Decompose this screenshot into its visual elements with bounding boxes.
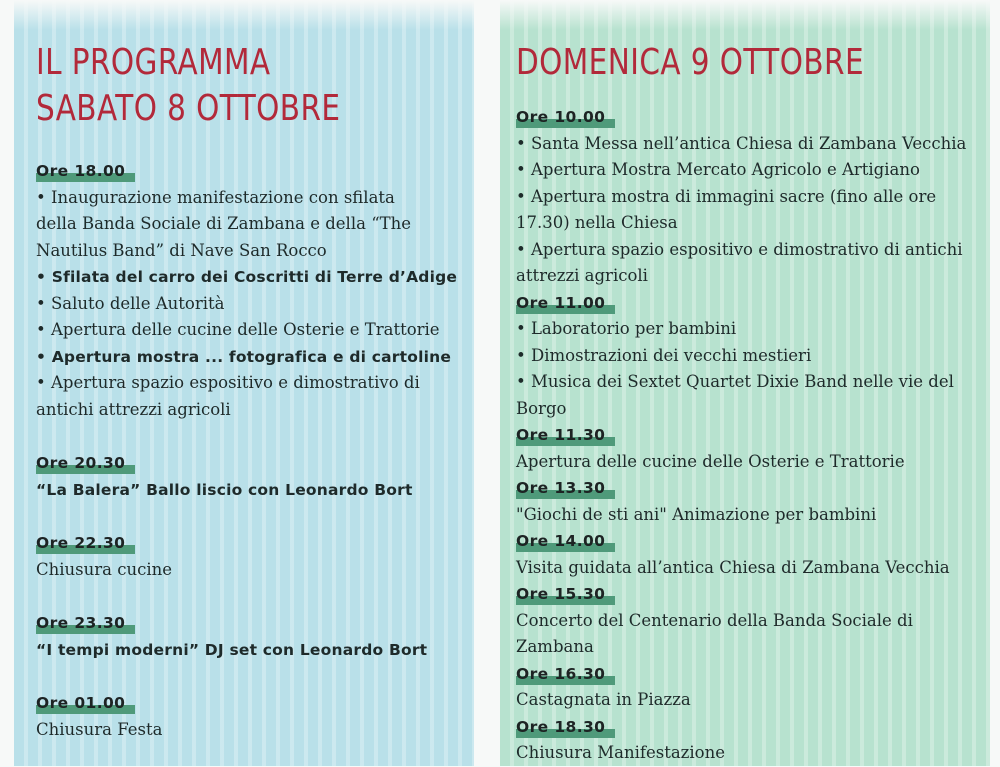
sunday-schedule xyxy=(516,104,996,767)
event-line: Chiusura cucine xyxy=(36,559,172,579)
saturday-title: SABATO 8 OTTOBRE xyxy=(36,88,341,129)
block-spacer xyxy=(36,663,476,690)
event-line: • Dimostrazioni dei vecchi mestieri xyxy=(516,345,812,365)
event-line: “I tempi moderni” DJ set con Leonardo Bort xyxy=(36,640,428,659)
programme-title: IL PROGRAMMA xyxy=(36,42,271,83)
event-line: • Apertura mostra ... fotografica e di cartoline xyxy=(36,347,452,366)
event-line: della Banda Sociale di Zambana e della “The xyxy=(36,214,412,233)
time-label: Ore 11.00 xyxy=(516,292,615,314)
event-line: Visita guidata all’antica Chiesa di Zambana Vecchia xyxy=(516,557,950,577)
schedule-block xyxy=(36,610,476,663)
schedule-block xyxy=(36,450,476,503)
schedule-block xyxy=(516,422,996,475)
event-line: • Laboratorio per bambini xyxy=(516,319,737,338)
event-line: “La Balera” Ballo liscio con Leonardo Bort xyxy=(36,480,413,499)
event-line: • Apertura Mostra Mercato Agricolo e Artigiano xyxy=(516,160,920,179)
event-line: • Saluto delle Autorità xyxy=(36,293,225,313)
event-line: Castagnata in Piazza xyxy=(516,690,691,709)
time-label: Ore 14.00 xyxy=(516,530,615,552)
event-line: 17.30) nella Chiesa xyxy=(516,213,678,232)
schedule-block xyxy=(516,714,996,767)
time-label: Ore 11.30 xyxy=(516,424,615,446)
block-spacer xyxy=(36,583,476,610)
time-label: Ore 18.30 xyxy=(516,716,615,738)
event-line: • Apertura spazio espositivo e dimostrativo di antichi xyxy=(516,239,963,259)
time-label: Ore 10.00 xyxy=(516,106,615,128)
schedule-block xyxy=(36,158,476,423)
time-label: Ore 23.30 xyxy=(36,612,135,634)
block-spacer xyxy=(36,503,476,530)
event-line: Chiusura Manifestazione xyxy=(516,743,725,762)
event-line: "Giochi de sti ani" Animazione per bambini xyxy=(516,504,877,524)
schedule-block xyxy=(516,104,996,290)
schedule-block xyxy=(516,475,996,528)
time-label: Ore 15.30 xyxy=(516,583,615,605)
schedule-block xyxy=(36,530,476,583)
schedule-block xyxy=(516,528,996,581)
time-label: Ore 16.30 xyxy=(516,663,615,685)
event-line: Chiusura Festa xyxy=(36,719,163,739)
event-line: • Musica dei Sextet Quartet Dixie Band nelle vie del xyxy=(516,372,954,391)
time-label: Ore 13.30 xyxy=(516,477,615,499)
event-line: • Apertura spazio espositivo e dimostrativo di xyxy=(36,373,420,392)
time-label: Ore 18.00 xyxy=(36,160,135,182)
event-line: Apertura delle cucine delle Osterie e Trattorie xyxy=(516,451,905,471)
event-line: Nautilus Band” di Nave San Rocco xyxy=(36,240,327,260)
event-line: • Inaugurazione manifestazione con sfilata xyxy=(36,187,395,207)
schedule-block xyxy=(516,661,996,714)
event-line: • Apertura delle cucine delle Osterie e Trattorie xyxy=(36,320,440,339)
event-line: Borgo xyxy=(516,398,567,418)
event-line: Concerto del Centenario della Banda Sociale di xyxy=(516,610,913,630)
schedule-block xyxy=(36,690,476,743)
time-label: Ore 22.30 xyxy=(36,532,135,554)
block-spacer xyxy=(36,423,476,450)
schedule-block xyxy=(516,581,996,661)
event-line: • Sfilata del carro dei Coscritti di Terre d’Adige xyxy=(36,268,458,286)
schedule-block xyxy=(516,290,996,423)
time-label: Ore 20.30 xyxy=(36,452,135,474)
event-line: • Santa Messa nell’antica Chiesa di Zambana Vecchia xyxy=(516,133,967,153)
sunday-title: DOMENICA 9 OTTOBRE xyxy=(516,42,865,83)
event-line: antichi attrezzi agricoli xyxy=(36,399,231,419)
event-line: Zambana xyxy=(516,637,594,656)
event-line: attrezzi agricoli xyxy=(516,266,648,285)
event-line: • Apertura mostra di immagini sacre (fino alle ore xyxy=(516,186,937,206)
saturday-schedule xyxy=(36,158,476,743)
time-label: Ore 01.00 xyxy=(36,692,135,714)
